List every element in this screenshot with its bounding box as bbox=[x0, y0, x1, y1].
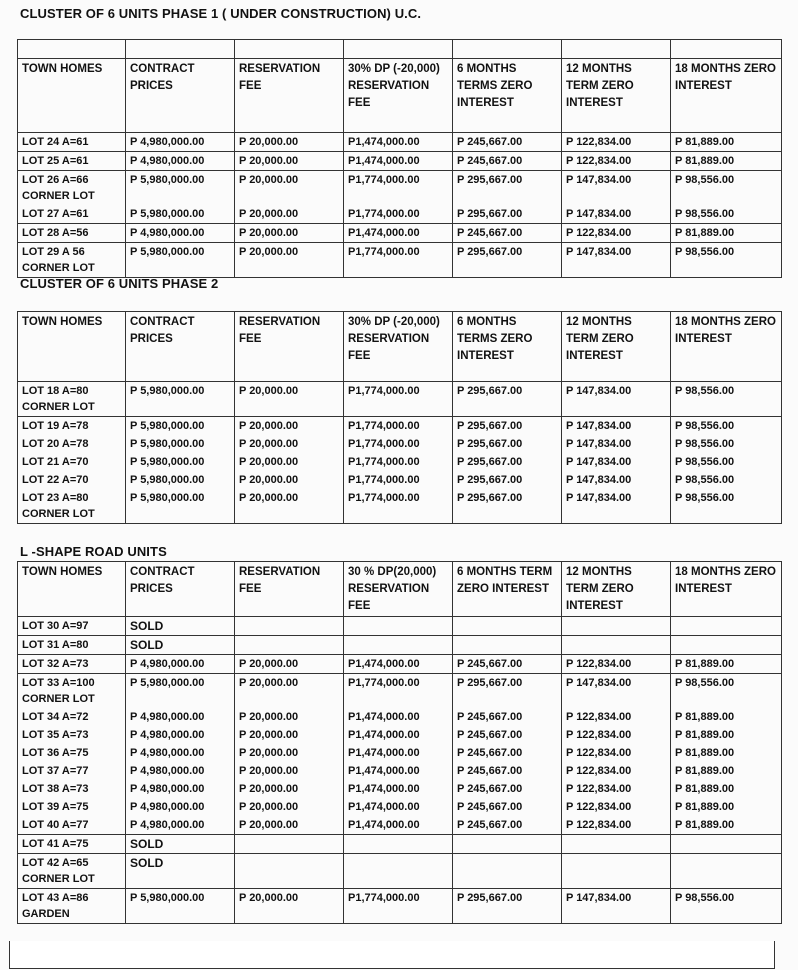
price-cell: P 5,980,000.00 bbox=[126, 382, 235, 417]
table-row bbox=[18, 133, 782, 152]
price-cell: P1,774,000.00 bbox=[344, 471, 453, 489]
lot-cell: LOT 20 A=78 bbox=[18, 435, 126, 453]
price-cell: P1,774,000.00 bbox=[344, 453, 453, 471]
table-header-row bbox=[18, 562, 782, 617]
table-row bbox=[18, 655, 782, 674]
header-cell: CONTRACT PRICES bbox=[126, 59, 235, 133]
price-cell: P 98,556.00 bbox=[671, 205, 782, 224]
lot-cell: LOT 32 A=73 bbox=[18, 655, 126, 674]
price-cell: P 98,556.00 bbox=[671, 382, 782, 417]
price-cell: P 20,000.00 bbox=[235, 489, 344, 524]
price-cell: P1,474,000.00 bbox=[344, 762, 453, 780]
price-cell: P 81,889.00 bbox=[671, 152, 782, 171]
section-title-phase1: CLUSTER OF 6 UNITS PHASE 1 ( UNDER CONSTRUCTION) U.C. bbox=[20, 6, 422, 21]
price-cell bbox=[562, 617, 671, 636]
lot-cell: LOT 27 A=61 bbox=[18, 205, 126, 224]
price-cell: P 4,980,000.00 bbox=[126, 655, 235, 674]
header-cell: RESERVATION FEE bbox=[235, 312, 344, 382]
price-cell: P 4,980,000.00 bbox=[126, 744, 235, 762]
price-cell: P 295,667.00 bbox=[453, 382, 562, 417]
price-cell: P1,774,000.00 bbox=[344, 889, 453, 924]
table-row bbox=[18, 674, 782, 709]
price-cell: P 20,000.00 bbox=[235, 435, 344, 453]
lot-cell: LOT 23 A=80 CORNER LOT bbox=[18, 489, 126, 524]
price-cell: P 20,000.00 bbox=[235, 171, 344, 206]
table-row bbox=[18, 762, 782, 780]
price-cell: P 20,000.00 bbox=[235, 243, 344, 278]
header-cell: 12 MONTHS TERM ZERO INTEREST bbox=[562, 59, 671, 133]
price-cell: P 98,556.00 bbox=[671, 243, 782, 278]
lot-cell: LOT 43 A=86 GARDEN bbox=[18, 889, 126, 924]
price-cell: P 5,980,000.00 bbox=[126, 471, 235, 489]
price-cell: P1,474,000.00 bbox=[344, 798, 453, 816]
blank-footer-box bbox=[9, 941, 775, 969]
price-cell: P 98,556.00 bbox=[671, 171, 782, 206]
price-cell: P1,774,000.00 bbox=[344, 171, 453, 206]
price-cell: P 98,556.00 bbox=[671, 674, 782, 709]
price-cell: P 20,000.00 bbox=[235, 816, 344, 835]
header-cell: 6 MONTHS TERMS ZERO INTEREST bbox=[453, 59, 562, 133]
lot-cell: LOT 40 A=77 bbox=[18, 816, 126, 835]
table-row bbox=[18, 453, 782, 471]
table-body bbox=[18, 382, 782, 524]
price-cell: P 4,980,000.00 bbox=[126, 816, 235, 835]
table-row bbox=[18, 171, 782, 206]
section-title-lshape: L -SHAPE ROAD UNITS bbox=[20, 544, 167, 559]
table-row bbox=[18, 835, 782, 854]
price-cell: P1,774,000.00 bbox=[344, 417, 453, 436]
table-row bbox=[18, 224, 782, 243]
price-cell: P 245,667.00 bbox=[453, 744, 562, 762]
price-cell: P 122,834.00 bbox=[562, 655, 671, 674]
price-cell: P 4,980,000.00 bbox=[126, 133, 235, 152]
price-cell: P 20,000.00 bbox=[235, 205, 344, 224]
price-cell: P 20,000.00 bbox=[235, 889, 344, 924]
price-cell bbox=[453, 636, 562, 655]
table-row bbox=[18, 435, 782, 453]
price-cell: P 98,556.00 bbox=[671, 453, 782, 471]
price-cell bbox=[235, 854, 344, 889]
price-cell: P 5,980,000.00 bbox=[126, 435, 235, 453]
price-cell: P 4,980,000.00 bbox=[126, 780, 235, 798]
price-table-phase1 bbox=[17, 39, 782, 278]
table-body bbox=[18, 617, 782, 924]
lot-cell: LOT 24 A=61 bbox=[18, 133, 126, 152]
price-cell bbox=[344, 617, 453, 636]
lot-cell: LOT 38 A=73 bbox=[18, 780, 126, 798]
price-cell bbox=[344, 854, 453, 889]
price-cell: P 295,667.00 bbox=[453, 171, 562, 206]
price-cell bbox=[671, 854, 782, 889]
header-cell: 18 MONTHS ZERO INTEREST bbox=[671, 312, 782, 382]
table-row bbox=[18, 243, 782, 278]
table-row bbox=[18, 417, 782, 436]
price-cell bbox=[671, 617, 782, 636]
price-cell: P 147,834.00 bbox=[562, 674, 671, 709]
price-cell: P 5,980,000.00 bbox=[126, 417, 235, 436]
table-header-row bbox=[18, 312, 782, 382]
table-row bbox=[18, 152, 782, 171]
price-cell: P 81,889.00 bbox=[671, 708, 782, 726]
price-cell: P 98,556.00 bbox=[671, 889, 782, 924]
header-cell: 30% DP (-20,000) RESERVATION FEE bbox=[344, 59, 453, 133]
lot-cell: LOT 19 A=78 bbox=[18, 417, 126, 436]
lot-cell: LOT 18 A=80 CORNER LOT bbox=[18, 382, 126, 417]
price-cell: P 81,889.00 bbox=[671, 655, 782, 674]
price-cell: P 245,667.00 bbox=[453, 655, 562, 674]
table-row bbox=[18, 816, 782, 835]
price-cell: SOLD bbox=[126, 617, 235, 636]
price-cell: P1,474,000.00 bbox=[344, 780, 453, 798]
price-cell: P 5,980,000.00 bbox=[126, 171, 235, 206]
price-cell: P 81,889.00 bbox=[671, 726, 782, 744]
header-cell: RESERVATION FEE bbox=[235, 562, 344, 617]
price-cell: P 147,834.00 bbox=[562, 453, 671, 471]
price-cell: P 295,667.00 bbox=[453, 435, 562, 453]
price-cell: P1,774,000.00 bbox=[344, 205, 453, 224]
price-cell: P 122,834.00 bbox=[562, 133, 671, 152]
price-cell: P 20,000.00 bbox=[235, 762, 344, 780]
header-cell: CONTRACT PRICES bbox=[126, 312, 235, 382]
price-cell: P1,774,000.00 bbox=[344, 243, 453, 278]
lot-cell: LOT 39 A=75 bbox=[18, 798, 126, 816]
lot-cell: LOT 28 A=56 bbox=[18, 224, 126, 243]
price-cell bbox=[562, 636, 671, 655]
price-cell: P 5,980,000.00 bbox=[126, 489, 235, 524]
price-cell bbox=[235, 835, 344, 854]
table-row bbox=[18, 382, 782, 417]
price-cell: P 245,667.00 bbox=[453, 708, 562, 726]
lot-cell: LOT 31 A=80 bbox=[18, 636, 126, 655]
price-cell: P 81,889.00 bbox=[671, 133, 782, 152]
price-cell: P 98,556.00 bbox=[671, 471, 782, 489]
price-cell: P 122,834.00 bbox=[562, 816, 671, 835]
price-cell: P 5,980,000.00 bbox=[126, 205, 235, 224]
price-cell: P 98,556.00 bbox=[671, 489, 782, 524]
price-cell: P 5,980,000.00 bbox=[126, 453, 235, 471]
table-row bbox=[18, 780, 782, 798]
price-cell: P 20,000.00 bbox=[235, 224, 344, 243]
price-cell: P 20,000.00 bbox=[235, 453, 344, 471]
price-table-phase2 bbox=[17, 311, 782, 524]
price-cell: P 81,889.00 bbox=[671, 224, 782, 243]
price-cell: P 20,000.00 bbox=[235, 708, 344, 726]
price-cell: P 81,889.00 bbox=[671, 816, 782, 835]
price-cell bbox=[562, 835, 671, 854]
price-cell bbox=[562, 854, 671, 889]
lot-cell: LOT 33 A=100 CORNER LOT bbox=[18, 674, 126, 709]
price-cell bbox=[344, 636, 453, 655]
price-cell bbox=[671, 636, 782, 655]
price-cell: P 4,980,000.00 bbox=[126, 726, 235, 744]
header-cell: CONTRACT PRICES bbox=[126, 562, 235, 617]
price-cell: P1,474,000.00 bbox=[344, 655, 453, 674]
price-cell: P1,774,000.00 bbox=[344, 382, 453, 417]
price-cell: P 20,000.00 bbox=[235, 726, 344, 744]
price-cell: P 245,667.00 bbox=[453, 152, 562, 171]
lot-cell: LOT 37 A=77 bbox=[18, 762, 126, 780]
price-cell: P 295,667.00 bbox=[453, 243, 562, 278]
price-cell: P 295,667.00 bbox=[453, 453, 562, 471]
price-cell: P 20,000.00 bbox=[235, 674, 344, 709]
price-cell: P 122,834.00 bbox=[562, 762, 671, 780]
price-cell: P1,774,000.00 bbox=[344, 674, 453, 709]
price-cell: P 81,889.00 bbox=[671, 798, 782, 816]
header-cell: 12 MONTHS TERM ZERO INTEREST bbox=[562, 562, 671, 617]
price-cell bbox=[453, 617, 562, 636]
price-cell: P1,474,000.00 bbox=[344, 133, 453, 152]
price-cell bbox=[235, 636, 344, 655]
price-cell: P 147,834.00 bbox=[562, 435, 671, 453]
table-row bbox=[18, 726, 782, 744]
price-cell: P 245,667.00 bbox=[453, 224, 562, 243]
price-cell: P 4,980,000.00 bbox=[126, 708, 235, 726]
price-cell: P 4,980,000.00 bbox=[126, 224, 235, 243]
price-cell bbox=[671, 835, 782, 854]
price-cell: P 81,889.00 bbox=[671, 744, 782, 762]
price-cell: P 20,000.00 bbox=[235, 417, 344, 436]
header-cell: 30 % DP(20,000) RESERVATION FEE bbox=[344, 562, 453, 617]
table-body bbox=[18, 133, 782, 278]
price-cell: P 122,834.00 bbox=[562, 152, 671, 171]
price-cell: P 295,667.00 bbox=[453, 417, 562, 436]
price-cell: P 245,667.00 bbox=[453, 133, 562, 152]
table-row bbox=[18, 489, 782, 524]
lot-cell: LOT 36 A=75 bbox=[18, 744, 126, 762]
price-table-lshape bbox=[17, 561, 782, 924]
price-cell: P 147,834.00 bbox=[562, 382, 671, 417]
lot-cell: LOT 29 A 56 CORNER LOT bbox=[18, 243, 126, 278]
table-row bbox=[18, 854, 782, 889]
header-cell: TOWN HOMES bbox=[18, 312, 126, 382]
table-row bbox=[18, 471, 782, 489]
price-cell: P1,474,000.00 bbox=[344, 152, 453, 171]
header-cell: 18 MONTHS ZERO INTEREST bbox=[671, 562, 782, 617]
table-row bbox=[18, 636, 782, 655]
price-cell: P 147,834.00 bbox=[562, 889, 671, 924]
header-cell: RESERVATION FEE bbox=[235, 59, 344, 133]
price-cell: P 147,834.00 bbox=[562, 243, 671, 278]
price-cell: P 295,667.00 bbox=[453, 889, 562, 924]
header-cell: 6 MONTHS TERMS ZERO INTEREST bbox=[453, 312, 562, 382]
price-cell: P1,474,000.00 bbox=[344, 816, 453, 835]
price-cell: P 20,000.00 bbox=[235, 152, 344, 171]
price-cell: P 122,834.00 bbox=[562, 798, 671, 816]
price-cell bbox=[344, 835, 453, 854]
table-row bbox=[18, 205, 782, 224]
price-cell: P 20,000.00 bbox=[235, 133, 344, 152]
lot-cell: LOT 34 A=72 bbox=[18, 708, 126, 726]
price-cell: P 245,667.00 bbox=[453, 816, 562, 835]
lot-cell: LOT 30 A=97 bbox=[18, 617, 126, 636]
header-cell: 6 MONTHS TERM ZERO INTEREST bbox=[453, 562, 562, 617]
lot-cell: LOT 21 A=70 bbox=[18, 453, 126, 471]
price-cell: P 98,556.00 bbox=[671, 435, 782, 453]
price-cell: P 245,667.00 bbox=[453, 726, 562, 744]
price-cell: P 147,834.00 bbox=[562, 489, 671, 524]
lot-cell: LOT 25 A=61 bbox=[18, 152, 126, 171]
price-cell: P 122,834.00 bbox=[562, 780, 671, 798]
table-row bbox=[18, 798, 782, 816]
price-cell: P 122,834.00 bbox=[562, 708, 671, 726]
table-row bbox=[18, 889, 782, 924]
price-cell: SOLD bbox=[126, 636, 235, 655]
header-cell: TOWN HOMES bbox=[18, 562, 126, 617]
lot-cell: LOT 35 A=73 bbox=[18, 726, 126, 744]
price-cell: P 81,889.00 bbox=[671, 762, 782, 780]
price-cell: P 295,667.00 bbox=[453, 205, 562, 224]
price-cell: P 4,980,000.00 bbox=[126, 762, 235, 780]
price-cell: P 20,000.00 bbox=[235, 382, 344, 417]
price-cell: P 122,834.00 bbox=[562, 744, 671, 762]
price-cell: P1,474,000.00 bbox=[344, 708, 453, 726]
header-cell: TOWN HOMES bbox=[18, 59, 126, 133]
price-cell: P 5,980,000.00 bbox=[126, 674, 235, 709]
price-cell: SOLD bbox=[126, 854, 235, 889]
price-cell: P 295,667.00 bbox=[453, 471, 562, 489]
price-cell: P 147,834.00 bbox=[562, 171, 671, 206]
price-cell: P1,474,000.00 bbox=[344, 224, 453, 243]
table-row bbox=[18, 617, 782, 636]
price-cell bbox=[235, 617, 344, 636]
lot-cell: LOT 42 A=65 CORNER LOT bbox=[18, 854, 126, 889]
price-cell: P 81,889.00 bbox=[671, 780, 782, 798]
price-cell: P 20,000.00 bbox=[235, 744, 344, 762]
price-cell: P1,774,000.00 bbox=[344, 435, 453, 453]
lot-cell: LOT 41 A=75 bbox=[18, 835, 126, 854]
price-cell: P 20,000.00 bbox=[235, 780, 344, 798]
price-cell: P 295,667.00 bbox=[453, 489, 562, 524]
price-cell: P 4,980,000.00 bbox=[126, 152, 235, 171]
price-cell: P 245,667.00 bbox=[453, 762, 562, 780]
price-cell: P 20,000.00 bbox=[235, 798, 344, 816]
header-cell: 18 MONTHS ZERO INTEREST bbox=[671, 59, 782, 133]
price-cell bbox=[453, 854, 562, 889]
price-cell: SOLD bbox=[126, 835, 235, 854]
price-cell: P 5,980,000.00 bbox=[126, 889, 235, 924]
price-cell: P 20,000.00 bbox=[235, 471, 344, 489]
price-cell: P 295,667.00 bbox=[453, 674, 562, 709]
header-cell: 12 MONTHS TERM ZERO INTEREST bbox=[562, 312, 671, 382]
price-cell: P 20,000.00 bbox=[235, 655, 344, 674]
section-title-phase2: CLUSTER OF 6 UNITS PHASE 2 bbox=[20, 276, 219, 291]
price-cell: P1,474,000.00 bbox=[344, 726, 453, 744]
header-cell: 30% DP (-20,000) RESERVATION FEE bbox=[344, 312, 453, 382]
price-cell: P 245,667.00 bbox=[453, 798, 562, 816]
price-cell bbox=[453, 835, 562, 854]
price-cell: P 147,834.00 bbox=[562, 205, 671, 224]
price-cell: P 147,834.00 bbox=[562, 417, 671, 436]
lot-cell: LOT 26 A=66 CORNER LOT bbox=[18, 171, 126, 206]
price-cell: P 5,980,000.00 bbox=[126, 243, 235, 278]
price-cell: P 147,834.00 bbox=[562, 471, 671, 489]
table-header-row bbox=[18, 59, 782, 133]
table-row bbox=[18, 744, 782, 762]
lot-cell: LOT 22 A=70 bbox=[18, 471, 126, 489]
price-cell: P 4,980,000.00 bbox=[126, 798, 235, 816]
price-cell: P 122,834.00 bbox=[562, 224, 671, 243]
price-cell: P1,474,000.00 bbox=[344, 744, 453, 762]
table-row bbox=[18, 708, 782, 726]
price-cell: P 245,667.00 bbox=[453, 780, 562, 798]
price-cell: P 98,556.00 bbox=[671, 417, 782, 436]
price-cell: P 122,834.00 bbox=[562, 726, 671, 744]
price-cell: P1,774,000.00 bbox=[344, 489, 453, 524]
